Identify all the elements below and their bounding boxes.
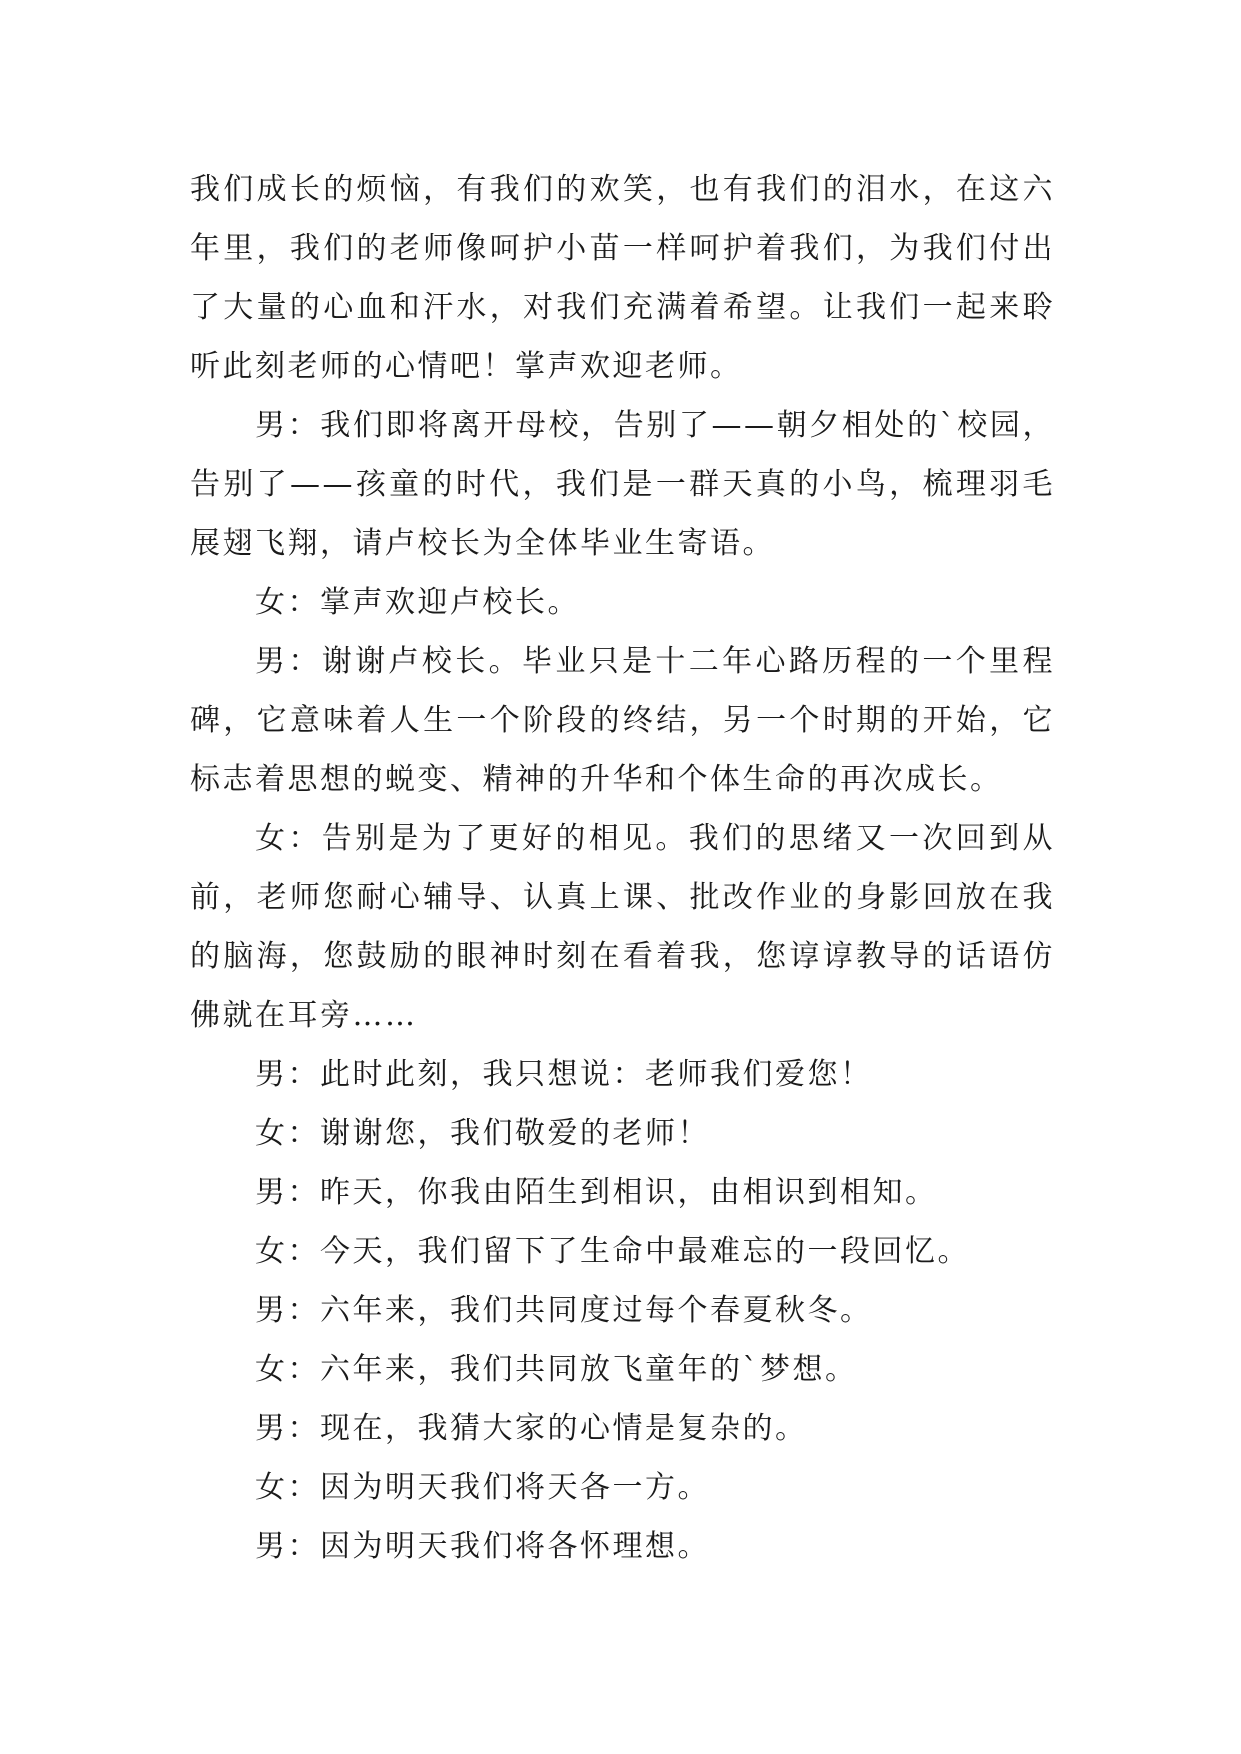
paragraph: 女：告别是为了更好的相见。我们的思绪又一次回到从前，老师您耐心辅导、认真上课、批改作业的身影回放在我的脑海，您鼓励的眼神时刻在看着我，您谆谆教导的话语仿佛就在耳旁…… [190,821,1055,1033]
paragraph: 女：因为明天我们将天各一方。 [255,1470,710,1505]
paragraph: 男：谢谢卢校长。毕业只是十二年心路历程的一个里程碑，它意味着人生一个阶段的终结，另一个时期的开始，它标志着思想的蜕变、精神的升华和个体生命的再次成长。 [190,644,1055,797]
paragraph: 男：因为明天我们将各怀理想。 [255,1529,710,1564]
paragraph: 我们成长的烦恼，有我们的欢笑，也有我们的泪水，在这六年里，我们的老师像呵护小苗一样呵护着我们，为我们付出了大量的心血和汗水，对我们充满着希望。让我们一起来聆听此刻老师的心情吧！掌声欢迎老师。 [190,172,1055,384]
paragraph: 女：掌声欢迎卢校长。 [255,585,580,620]
paragraph: 女：今天，我们留下了生命中最难忘的一段回忆。 [255,1234,970,1269]
document-body [190,160,1055,1576]
paragraph: 男：现在，我猜大家的心情是复杂的。 [255,1411,808,1446]
paragraph: 女：谢谢您，我们敬爱的老师！ [255,1116,710,1151]
paragraph: 男：六年来，我们共同度过每个春夏秋冬。 [255,1293,873,1328]
paragraph: 男：昨天，你我由陌生到相识，由相识到相知。 [255,1175,938,1210]
paragraph: 男：此时此刻，我只想说：老师我们爱您！ [255,1057,873,1092]
paragraph: 男：我们即将离开母校，告别了——朝夕相处的`校园，告别了——孩童的时代，我们是一群天真的小鸟，梳理羽毛展翅飞翔，请卢校长为全体毕业生寄语。 [190,408,1055,561]
paragraph: 女：六年来，我们共同放飞童年的`梦想。 [255,1352,858,1387]
